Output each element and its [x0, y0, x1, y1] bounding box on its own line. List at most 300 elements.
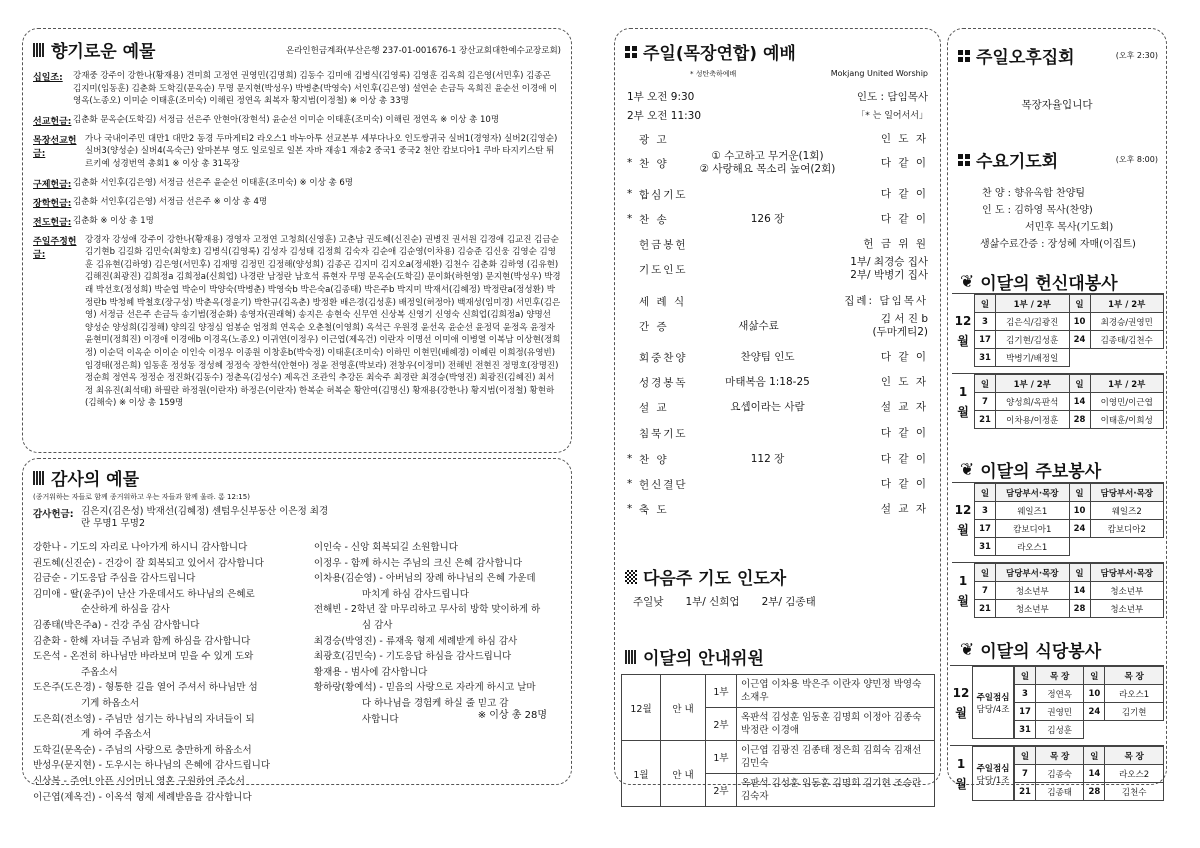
- bulletin-row: [975, 502, 1164, 520]
- thanks-item: 반성우(문지현) - 도우시는 하나님의 은혜에 감사드립니다: [33, 760, 271, 772]
- thanks-names: 김은지(김은성) 박재선(김혜정) 센텀우신부동산 이은정 최경란 무명1 무명2: [81, 506, 329, 529]
- usher-part: 2부: [706, 774, 737, 807]
- kitchen-row: [1015, 721, 1164, 739]
- worship-title: 주일(목장연합) 예배: [625, 39, 796, 64]
- kitchen-cell: 라오스2: [1105, 765, 1164, 783]
- offering-label: 주일주정헌금:: [33, 236, 77, 260]
- dedication-row: [975, 411, 1164, 429]
- order-star: *: [627, 503, 633, 515]
- bulletin-cell: 10: [1069, 502, 1090, 520]
- bulletin-month-block: [952, 562, 1164, 618]
- kitchen-header-cell: 일: [1015, 747, 1036, 765]
- thanks-item: 이차용(김순영) - 아버님의 장례 하나님의 은혜 가운데: [313, 573, 536, 585]
- order-leader: 다 같 이: [880, 350, 928, 363]
- usher-row: [622, 741, 935, 774]
- bulletin-row: [975, 582, 1164, 600]
- order-leader: 설 교 자: [880, 400, 928, 413]
- usher-names: 이근엽 김광진 김종태 정은희 김희숙 김재선 김민숙: [737, 741, 935, 774]
- offering-label: 십일조:: [33, 73, 63, 83]
- bulletin-cell: 21: [975, 600, 996, 618]
- order-row: [627, 497, 928, 521]
- dedication-cell: 24: [1069, 331, 1090, 349]
- order-name: 성경봉독: [639, 376, 688, 389]
- order-star: *: [627, 157, 633, 169]
- bulletin-cell: 31: [975, 538, 996, 556]
- order-leader: 헌 금 위 원: [863, 237, 928, 250]
- dedication-cell: 3: [975, 313, 996, 331]
- dedication-cell: 10: [1069, 313, 1090, 331]
- order-detail: 새삶수료: [738, 319, 779, 332]
- kitchen-cell: 31: [1015, 721, 1036, 739]
- bulletin-title: ❦ 이달의 주보봉사: [960, 459, 1102, 482]
- usher-table: [621, 674, 935, 807]
- next-prayer-row: [633, 594, 816, 609]
- bulletin-header-row: [975, 484, 1164, 502]
- dedication-cell: 31: [975, 349, 996, 367]
- order-row: [627, 314, 928, 338]
- usher-role: 안 내: [661, 675, 706, 741]
- thanks-item: 강한나 - 기도의 자리로 나아가게 하시니 감사합니다: [33, 542, 248, 553]
- kitchen-header-cell: 일: [1084, 667, 1105, 685]
- order-name: 설 교: [639, 401, 669, 414]
- order-row: [627, 289, 928, 313]
- usher-names: 옥판석 김성훈 임동훈 김명희 이정아 김종숙 박정란 이경애: [737, 708, 935, 741]
- bank-account: 온라인헌금계좌(부산은행 237-01-001676-1 장산교회대한예수교장로회): [286, 45, 561, 56]
- offering-row: [33, 196, 561, 209]
- order-leader: 다 같 이: [880, 156, 928, 169]
- order-detail: 마태복음 1:18-25: [725, 375, 810, 388]
- order-name: 찬 양: [639, 157, 669, 170]
- dedication-month-block: [952, 373, 1164, 429]
- thanks-list-right: [314, 540, 561, 805]
- bulletin-cell: 14: [1069, 582, 1090, 600]
- thanks-total: ※ 이상 총 28명: [477, 710, 547, 721]
- thanks-label: 감사헌금:: [33, 509, 74, 520]
- kitchen-cell: 21: [1015, 783, 1036, 801]
- dedication-cell: 김종태/김천수: [1090, 331, 1164, 349]
- bulletin-cell: 청소년부: [996, 600, 1070, 618]
- usher-month: 1월: [622, 741, 661, 807]
- kitchen-row: [1015, 783, 1164, 801]
- thanks-title: 감사의 예물: [33, 465, 561, 490]
- dedication-month: 12 월: [954, 313, 972, 348]
- kitchen-cell: 김천수: [1105, 783, 1164, 801]
- dedication-cell: [1090, 349, 1164, 367]
- bulletin-row: [975, 520, 1164, 538]
- bulletin-header-cell: 일: [1069, 564, 1090, 582]
- dedication-tables: [952, 293, 1164, 435]
- dedication-header-cell: 일: [1069, 295, 1090, 313]
- bulletin-row: [975, 538, 1164, 556]
- offering-row: [33, 114, 561, 127]
- kitchen-cell: [1105, 721, 1164, 739]
- kitchen-cell: 권영민: [1036, 703, 1084, 721]
- order-star: *: [627, 188, 633, 200]
- bulletin-month: 1 월: [957, 573, 969, 608]
- wed-testimony: 생삶수료간증 : 장성혜 자매(이집트): [980, 239, 1136, 250]
- dedication-header-row: [975, 375, 1164, 393]
- kitchen-label: [972, 666, 1014, 739]
- standing-note: 「* 는 일어서서」: [856, 111, 928, 121]
- thanks-item: 김종태(박은주a) - 건강 주심 감사합니다: [33, 619, 200, 631]
- bulletin-cell: 청소년부: [996, 582, 1070, 600]
- next-prayer-label: 주일낮: [633, 596, 664, 608]
- order-detail: ① 수고하고 무거운(1회) ② 사랑해요 목소리 높여(2회): [699, 150, 836, 175]
- service-time-1: 1부 오전 9:30: [627, 91, 695, 103]
- bulletin-header-cell: 일: [975, 564, 996, 582]
- order-detail: 126 장: [750, 212, 785, 225]
- kitchen-month: 1 월: [955, 756, 967, 791]
- usher-part: 1부: [706, 675, 737, 708]
- bulletin-cell: 청소년부: [1090, 600, 1164, 618]
- dedication-row: [975, 331, 1164, 349]
- kitchen-row: [1015, 703, 1164, 721]
- offering-label: 구제헌금:: [33, 179, 72, 190]
- offering-label: 장학헌금:: [33, 198, 72, 209]
- wed-leader: 인 도 : 김하영 목사(찬양): [982, 205, 1093, 216]
- kitchen-cell: 김기현: [1105, 703, 1164, 721]
- kitchen-header-cell: 목 장: [1036, 667, 1084, 685]
- bulletin-month: 12 월: [954, 502, 972, 537]
- order-leader: 인 도 자: [880, 375, 928, 388]
- dedication-header-cell: 일: [975, 375, 996, 393]
- bulletin-cell: 3: [975, 502, 996, 520]
- dedication-title: ❦ 이달의 헌신대봉사: [960, 271, 1118, 294]
- dedication-month-block: [952, 293, 1164, 367]
- dedication-cell: 14: [1069, 393, 1090, 411]
- offering-text: 김춘화 서인후(김은영) 서정금 선은주 ※ 이상 총 4명: [73, 196, 268, 207]
- kitchen-tables: [950, 665, 1164, 807]
- bar-icon: [33, 471, 45, 485]
- offering-row: [33, 70, 561, 108]
- bulletin-header-cell: 일: [1069, 484, 1090, 502]
- checker-icon: [625, 570, 637, 584]
- thanks-item: 도은희(전소영) - 주님만 섬기는 하나님의 자녀들이 되: [33, 713, 255, 725]
- thanks-item: 순산하게 하심을 감사: [81, 604, 170, 616]
- bulletin-cell: 웨일즈2: [1090, 502, 1164, 520]
- thanks-item: 신상복 - 주여! 아픈 시어머니 영혼 구원하여 주소서: [33, 775, 245, 787]
- offering-text: 김춘화 서인후(김은영) 서정금 선은주 윤순선 이태훈(조미숙) ※ 이상 총 6명: [73, 177, 354, 188]
- bar-icon: [625, 650, 637, 664]
- order-star: *: [627, 478, 633, 490]
- kitchen-cell: 라오스1: [1105, 685, 1164, 703]
- order-detail: 찬양팀 인도: [740, 350, 795, 363]
- kitchen-header-cell: 일: [1084, 747, 1105, 765]
- leaf-icon: ❦: [960, 639, 975, 660]
- dedication-header-cell: 일: [1069, 375, 1090, 393]
- wed-title: 수요기도회: [958, 147, 1058, 172]
- order-row: [627, 345, 928, 369]
- dedication-row: [975, 393, 1164, 411]
- thanks-item: 기게 하옵소서: [81, 697, 140, 709]
- thanks-item: 사합니다: [361, 713, 399, 725]
- order-detail: 요셉이라는 사람: [730, 400, 805, 413]
- worship-subtitle-en: Mokjang United Worship: [830, 69, 928, 78]
- usher-title: 이달의 안내위원: [625, 644, 764, 669]
- order-star: *: [627, 453, 633, 465]
- bulletin-tables: [952, 482, 1164, 624]
- thanks-section: [22, 458, 572, 803]
- afternoon-note: 목장자율입니다: [1021, 99, 1093, 111]
- bulletin-cell: 캄보디아2: [1090, 520, 1164, 538]
- kitchen-table: [1014, 746, 1164, 801]
- kitchen-row: [1015, 765, 1164, 783]
- thanks-item: 도학길(문옥순) - 주님의 사랑으로 충만하게 하옵소서: [33, 744, 252, 756]
- usher-part: 2부: [706, 708, 737, 741]
- kitchen-month-block: [950, 745, 1164, 801]
- order-row: [627, 207, 928, 231]
- dedication-header-cell: 1부 / 2부: [1090, 295, 1164, 313]
- bulletin-header-cell: 담당부서·목장: [1090, 564, 1164, 582]
- order-name: 침묵기도: [639, 427, 688, 440]
- service-time-2: 2부 오전 11:30: [627, 110, 702, 122]
- dedication-header-cell: 일: [975, 295, 996, 313]
- kitchen-label-main: 주일점심: [976, 763, 1010, 774]
- usher-row: [622, 675, 935, 708]
- thanks-item: 전해빈 - 2학년 잘 마무리하고 무사히 방학 맞이하게 하: [313, 604, 541, 616]
- bulletin-cell: 7: [975, 582, 996, 600]
- thanks-offering-row: [33, 506, 561, 530]
- order-name: 세 례 식: [639, 295, 687, 308]
- order-name: 간 증: [639, 320, 669, 333]
- order-star: *: [627, 213, 633, 225]
- order-leader: 다 같 이: [880, 477, 928, 490]
- thanks-item: 다 하나님을 경험케 하실 줄 믿고 감: [361, 697, 509, 709]
- offering-list: [33, 70, 561, 410]
- kitchen-header-cell: 목 장: [1036, 747, 1084, 765]
- kitchen-label-main: 주일점심: [976, 692, 1010, 703]
- kitchen-cell: 3: [1015, 685, 1036, 703]
- dedication-cell: 7: [975, 393, 996, 411]
- order-leader: 다 같 이: [880, 452, 928, 465]
- order-row: [627, 370, 928, 394]
- order-leader: 다 같 이: [880, 187, 928, 200]
- offering-title: 향기로운 예물: [33, 37, 155, 62]
- kitchen-header-cell: 목 장: [1105, 747, 1164, 765]
- bulletin-header-cell: 담당부서·목장: [996, 564, 1070, 582]
- usher-names: 옥판석 김성훈 임동훈 김명희 김기현 조승란 김숙자: [737, 774, 935, 807]
- afternoon-title: 주일오후집회: [958, 43, 1075, 68]
- bulletin-cell: 24: [1069, 520, 1090, 538]
- order-detail: 112 장: [750, 452, 785, 465]
- kitchen-label-sub: 담당/1조: [976, 775, 1010, 786]
- thanks-item: 김미애 - 딸(윤주)이 난산 가운데서도 하나님의 은혜로: [33, 588, 255, 600]
- dots-icon: [625, 46, 637, 58]
- kitchen-table: [1014, 666, 1164, 739]
- schedule-section: [947, 28, 1167, 798]
- kitchen-cell: [1084, 721, 1105, 739]
- bulletin-cell: [1090, 538, 1164, 556]
- thanks-item: 황하랑(황예석) - 믿음의 사랑으로 자라게 하시고 날마: [313, 682, 536, 694]
- kitchen-cell: 김종태: [1036, 783, 1084, 801]
- order-leader: 다 같 이: [880, 426, 928, 439]
- dedication-header-cell: 1부 / 2부: [1090, 375, 1164, 393]
- dedication-cell: 박병기/배정일: [996, 349, 1070, 367]
- dedication-cell: 17: [975, 331, 996, 349]
- next-prayer-title: 다음주 기도 인도자: [625, 564, 786, 589]
- offering-text: 김춘화 문옥순(도학길) 서정금 선은주 안현아(장현석) 윤순선 이미순 이태훈(조미숙) 이해린 정연옥 ※ 이상 총 10명: [73, 114, 500, 125]
- thanks-verse: (종거워하는 자들로 함께 종거워하고 우는 자들과 함께 울라. 롬 12:15): [33, 493, 250, 501]
- order-row: [627, 232, 928, 256]
- kitchen-header-cell: 일: [1015, 667, 1036, 685]
- kitchen-header-row: [1015, 747, 1164, 765]
- kitchen-header-cell: 목 장: [1105, 667, 1164, 685]
- bulletin-month-block: [952, 482, 1164, 556]
- bar-icon: [33, 43, 45, 57]
- thanks-item: 도은주(도은경) - 형통한 길을 열어 주셔서 하나님만 섬: [33, 682, 258, 694]
- kitchen-month: 12 월: [952, 685, 970, 720]
- offering-text: 가나 국내이주민 대만1 대만2 동경 두마게티2 라오스1 바누아투 선교본부 세부다나오 인도쌍귀국 실버1(경영자) 실버2(김영순) 실버3(양성순) 실버4(옥숙근) 알마본부 영도 일로일로 일본 자바 재송1 재송2 중국1 중국2 천안 캄보디아1 쿠바 타지키스탄 튀르키예 성경번역 총회1 ※ 이상 총 31목장: [85, 133, 558, 169]
- dedication-row: [975, 313, 1164, 331]
- kitchen-cell: 10: [1084, 685, 1105, 703]
- thanks-item: 권도혜(신진순) - 건강이 잘 회복되고 있어서 감사합니다: [33, 557, 264, 569]
- kitchen-cell: 28: [1084, 783, 1105, 801]
- kitchen-label: [972, 746, 1014, 801]
- dots-icon: [958, 50, 970, 62]
- wed-details: [982, 185, 1136, 253]
- next-prayer-2: 2부/ 김종태: [761, 596, 816, 608]
- thanks-item: 이인숙 - 신앙 회복되길 소원합니다: [313, 542, 458, 553]
- kitchen-label-sub: 담당/4조: [976, 704, 1010, 715]
- offering-label: 전도헌금:: [33, 217, 72, 228]
- kitchen-cell: 17: [1015, 703, 1036, 721]
- thanks-item: 도은석 - 온전히 하나님만 바라보며 믿을 수 있게 도와: [33, 651, 254, 663]
- bulletin-header-cell: 담당부서·목장: [996, 484, 1070, 502]
- order-name: 헌금봉헌: [639, 238, 688, 251]
- kitchen-header-row: [1015, 667, 1164, 685]
- dedication-cell: 28: [1069, 411, 1090, 429]
- order-name: 광 고: [639, 133, 669, 146]
- order-leader: 다 같 이: [880, 212, 928, 225]
- dedication-table: [974, 294, 1164, 367]
- order-leader: 김 서 진 b (두마게티2): [872, 313, 928, 338]
- thanks-item: 게 하여 주옵소서: [81, 729, 152, 741]
- dedication-cell: 최경승/권영민: [1090, 313, 1164, 331]
- offering-label: 목장선교헌금:: [33, 135, 77, 159]
- bulletin-cell: [1069, 538, 1090, 556]
- usher-role: 안 내: [661, 741, 706, 807]
- order-name: 헌신결단: [639, 478, 688, 491]
- bulletin-table: [974, 483, 1164, 556]
- dedication-header-cell: 1부 / 2부: [996, 375, 1070, 393]
- kitchen-cell: 김성훈: [1036, 721, 1084, 739]
- offering-text: 김춘화 ※ 이상 총 1명: [73, 215, 154, 226]
- thanks-item: 김금순 - 기도응답 주심을 감사드립니다: [33, 573, 196, 585]
- order-leader: 1부/ 최경승 집사 2부/ 박병기 집사: [850, 256, 928, 281]
- dedication-table: [974, 374, 1164, 429]
- order-row: [627, 127, 928, 151]
- service-leader: 인도 : 담임목사: [856, 91, 928, 103]
- bulletin-header-cell: 일: [975, 484, 996, 502]
- thanks-item: 이근엽(제옥건) - 이옥석 형제 세례받음을 감사합니다: [33, 791, 252, 803]
- wed-praise: 찬 양 : 향유옥합 찬양팀: [982, 188, 1086, 199]
- wed-leader-2: 서민후 목사(기도회): [1025, 222, 1114, 233]
- dedication-month: 1 월: [957, 384, 969, 419]
- leaf-icon: ❦: [960, 459, 975, 480]
- dedication-cell: 김기현/김성훈: [996, 331, 1070, 349]
- bulletin-cell: 라오스1: [996, 538, 1070, 556]
- dedication-cell: 김은식/김광진: [996, 313, 1070, 331]
- thanks-list-left: [33, 540, 300, 805]
- afternoon-time: (오후 2:30): [1115, 51, 1158, 60]
- thanks-item: 황재용 - 범사에 감사합니다: [313, 666, 428, 678]
- kitchen-row: [1015, 685, 1164, 703]
- dots-icon: [958, 154, 970, 166]
- usher-month: 12월: [622, 675, 661, 741]
- bulletin-cell: 웨일즈1: [996, 502, 1070, 520]
- kitchen-cell: 정연옥: [1036, 685, 1084, 703]
- usher-part: 1부: [706, 741, 737, 774]
- dedication-cell: [1069, 349, 1090, 367]
- leaf-icon: ❦: [960, 271, 975, 292]
- order-name: 회중찬양: [639, 351, 688, 364]
- kitchen-title: ❦ 이달의 식당봉사: [960, 639, 1102, 662]
- order-name: 합심기도: [639, 188, 688, 201]
- thanks-item: 주옵소서: [81, 666, 118, 678]
- bulletin-row: [975, 600, 1164, 618]
- bulletin-cell: 청소년부: [1090, 582, 1164, 600]
- order-row: [627, 151, 928, 175]
- order-name: 찬 송: [639, 213, 669, 226]
- order-name: 기도인도: [639, 263, 688, 276]
- dedication-cell: 이차용/이정훈: [996, 411, 1070, 429]
- thanks-item: 심 감사: [361, 619, 393, 631]
- worship-section: [614, 28, 941, 802]
- thanks-item: 최경승(박영진) - 류재욱 형제 세례받게 하심 감사: [313, 635, 518, 647]
- kitchen-cell: 14: [1084, 765, 1105, 783]
- order-row: [627, 472, 928, 496]
- dedication-header-cell: 1부 / 2부: [996, 295, 1070, 313]
- kitchen-cell: 24: [1084, 703, 1105, 721]
- thanks-item: 이정우 - 함께 하시는 주님의 크신 은혜 감사합니다: [313, 557, 522, 569]
- usher-names: 이근엽 이차용 박은주 이란자 양민정 박영숙 소재우: [737, 675, 935, 708]
- offering-row: [33, 234, 561, 410]
- dedication-row: [975, 349, 1164, 367]
- order-leader: 집례: 담임목사: [844, 294, 928, 307]
- worship-subtitle-ko: * 성탄축하예배: [690, 70, 737, 78]
- offering-text: 강재중 강주이 강한나(황재용) 견미희 고정연 권영민(김명희) 김동수 김미애 김병식(김영록) 김영훈 김옥희 김은영(서민후) 김종곤 김지미(임동훈) 김춘화 도학길(문옥순) 무명 문지현(박성우) 박병춘(박영숙) 서인후(김은영) 설연순 손금득 옥희진 윤순선 이경애 이영옥(노종오) 이미순 이태훈(조미숙) 이해린 정연옥 최복자 황지범(이정철) ※ 이상 총 33명: [73, 71, 558, 107]
- kitchen-month-block: [950, 665, 1164, 739]
- order-leader: 설 교 자: [880, 502, 928, 515]
- offering-row: [33, 177, 561, 190]
- bulletin-cell: 28: [1069, 600, 1090, 618]
- kitchen-cell: 7: [1015, 765, 1036, 783]
- bulletin-header-cell: 담당부서·목장: [1090, 484, 1164, 502]
- offering-section: [22, 28, 572, 453]
- dedication-cell: 21: [975, 411, 996, 429]
- kitchen-cell: 김종숙: [1036, 765, 1084, 783]
- dedication-cell: 양성희/옥판석: [996, 393, 1070, 411]
- dedication-header-row: [975, 295, 1164, 313]
- bulletin-cell: 캄보디아1: [996, 520, 1070, 538]
- next-prayer-1: 1부/ 신희업: [685, 596, 740, 608]
- order-name: 축 도: [639, 503, 669, 516]
- offering-text: 강경자 강성애 강주이 강한나(황재용) 경영자 고정연 고청희(신영훈) 고춘남 권도혜(신진순) 권병진 권서원 김경애 김교진 김금순 김기현b 김길화 김민숙(최항호) 김병식(김영록) 김성자 김성태 김정희 김숙자 김순애 김순영(이차용) 김승준 김신웅 김영순 김영훈 김유현(김하영) 김은영(서민후) 김재명 김정민 김정해(양성희) 김종곤 김지미 김지오a(정세환) 김천수 김춘화 김하영 (김유현) 김해진(최광진) 김희정a 김희정a(신희업) 나경란 남정란 남호석 류현자 무명 문옥순(도학길) 문이화(하헌영) 문지현(박성우) 박경래 박선호(정성희) 박순엽 박순이 박양숙(박병춘) 박영숙b 박은숙a(김종태) 박은주b 박지미 박재서(김혜정) 박정란a(정성환) 박정란b 박청혜 박철호(장구성) 박춘옥(정윤기) 박한규(김옥춘) 방정환 배은경(김성훈) 배정일(허정아) 백재성(임미경) 서민후(김은영) 서정금 선은주 손금득 송기범(정순화) 송영자(권래혁) 송지은 송현숙 신무연 신상복 신영기 신영숙 신희업(김희정a) 양명선 양성순 양성희(김정해) 양의길 양정심 엄봉순 엄정희 연옥순 오춘철(이영희) 옥석근 우원경 윤선옥 윤순선 윤정덕 윤정옥 윤정자 윤현미(정희진) 이경애 이경애b 이경옥(노종오) 이귀연(이정우) 이근엽(제옥건) 이란자 이명선 이미애 이병열 이복남 이상현(정희정) 이순덕 이옥순 이이순 이인숙 이정우 이종원 이창훈b(박숙정) 이태훈(조미숙) 이하민 이현민(배혜경) 이혜린 이희정(유영빈) 임경태(정은희) 임동훈 정성동 정성혜 정정숙 장한석(안현아) 정윤 전영훈(박보라) 전창우(이정미) 전해빈 전현진 정명호(장명진) 정순희 정연옥 정정순 정진화(김동수) 정춘옥(김성수) 제옥건 조관익 추강돈 최숙주 최경란 최경승(박영진) 최광진(김혜진) 최서정 최유진(최석태) 하필란 하정원(이란자) 하정은(이란자) 한복순 허복순 황안여(김명신) 황재용(강한나) 황지범(이정철) 황현하(김해숙) ※ 이상 총 159명: [85, 234, 561, 409]
- order-row: [627, 421, 928, 445]
- thanks-item: 마치게 하심 감사드립니다: [361, 588, 469, 600]
- dedication-cell: 이태훈/이희성: [1090, 411, 1164, 429]
- thanks-item: 김춘화 - 한해 자녀들 주님과 함께 하심을 감사합니다: [33, 635, 251, 647]
- bulletin-cell: 17: [975, 520, 996, 538]
- order-row: [627, 395, 928, 419]
- offering-label: 선교헌금:: [33, 116, 72, 127]
- order-row: [627, 447, 928, 471]
- order-row: [627, 182, 928, 206]
- order-leader: 인 도 자: [880, 132, 928, 145]
- thanks-item: 최광호(김민숙) - 기도응답 하심을 감사드립니다: [313, 651, 512, 663]
- wed-time: (오후 8:00): [1115, 155, 1158, 164]
- offering-row: [33, 133, 561, 171]
